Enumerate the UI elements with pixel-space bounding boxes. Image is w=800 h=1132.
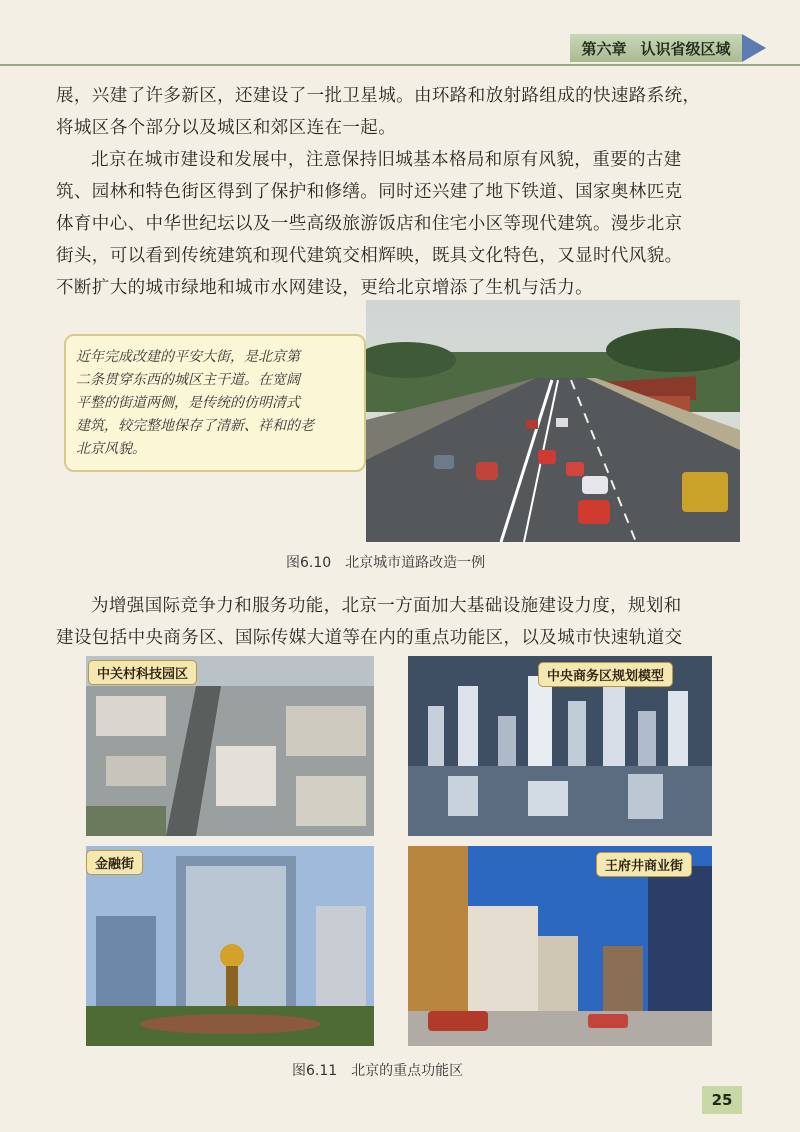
photo-label-jrj: 金融街 [86, 850, 143, 875]
text-line: 体育中心、中华世纪坛以及一些高级旅游饭店和住宅小区等现代建筑。漫步北京 [56, 214, 683, 234]
paragraph-1 [56, 80, 751, 144]
photo-label-zgc: 中关村科技园区 [88, 660, 197, 685]
text-line: 为增强国际竞争力和服务功能，北京一方面加大基础设施建设力度，规划和 [91, 596, 682, 616]
text-line: 不断扩大的城市绿地和城市水网建设，更给北京增添了生机与活力。 [56, 278, 593, 298]
text-line: 建设包括中央商务区、国际传媒大道等在内的重点功能区，以及城市快速轨道交 [56, 628, 683, 648]
photo-label-wfj: 王府井商业街 [596, 852, 692, 877]
note-line: 北京风貌。 [76, 441, 146, 457]
figure-caption-6-10: 图6.10 北京城市道路改造一例 [286, 555, 486, 571]
text-line: 筑、园林和特色街区得到了保护和修缮。同时还兴建了地下铁道、国家奥林匹克 [56, 182, 683, 202]
note-line: 平整的街道两侧，是传统的仿明清式 [76, 395, 300, 411]
paragraph-3 [56, 590, 751, 654]
avenue-photo [366, 300, 740, 542]
text-line: 将城区各个部分以及城区和郊区连在一起。 [56, 118, 397, 138]
chapter-tab [570, 34, 742, 62]
photo-label-cbd: 中央商务区规划模型 [538, 662, 673, 687]
note-line: 建筑，较完整地保存了清新、祥和的老 [76, 418, 314, 434]
chapter-title: 认识省级区域 [640, 39, 731, 58]
arrow-right-icon [742, 34, 766, 62]
text-line: 街头，可以看到传统建筑和现代建筑交相辉映，既具文化特色，又显时代风貌。 [56, 246, 683, 266]
text-line: 展，兴建了许多新区，还建设了一批卫星城。由环路和放射路组成的快速路系统， [56, 86, 701, 106]
note-line: 二条贯穿东西的城区主干道。在宽阔 [76, 372, 300, 388]
text-line: 北京在城市建设和发展中，注意保持旧城基本格局和原有风貌，重要的古建 [91, 150, 682, 170]
figure-caption-6-11: 图6.11 北京的重点功能区 [292, 1063, 464, 1079]
paragraph-2 [56, 144, 751, 304]
financial-street-photo [86, 846, 374, 1046]
chapter-number: 第六章 [581, 39, 627, 58]
page-number: 25 [702, 1086, 742, 1114]
figure-note [64, 334, 366, 472]
note-line: 近年完成改建的平安大街，是北京第 [76, 349, 300, 365]
